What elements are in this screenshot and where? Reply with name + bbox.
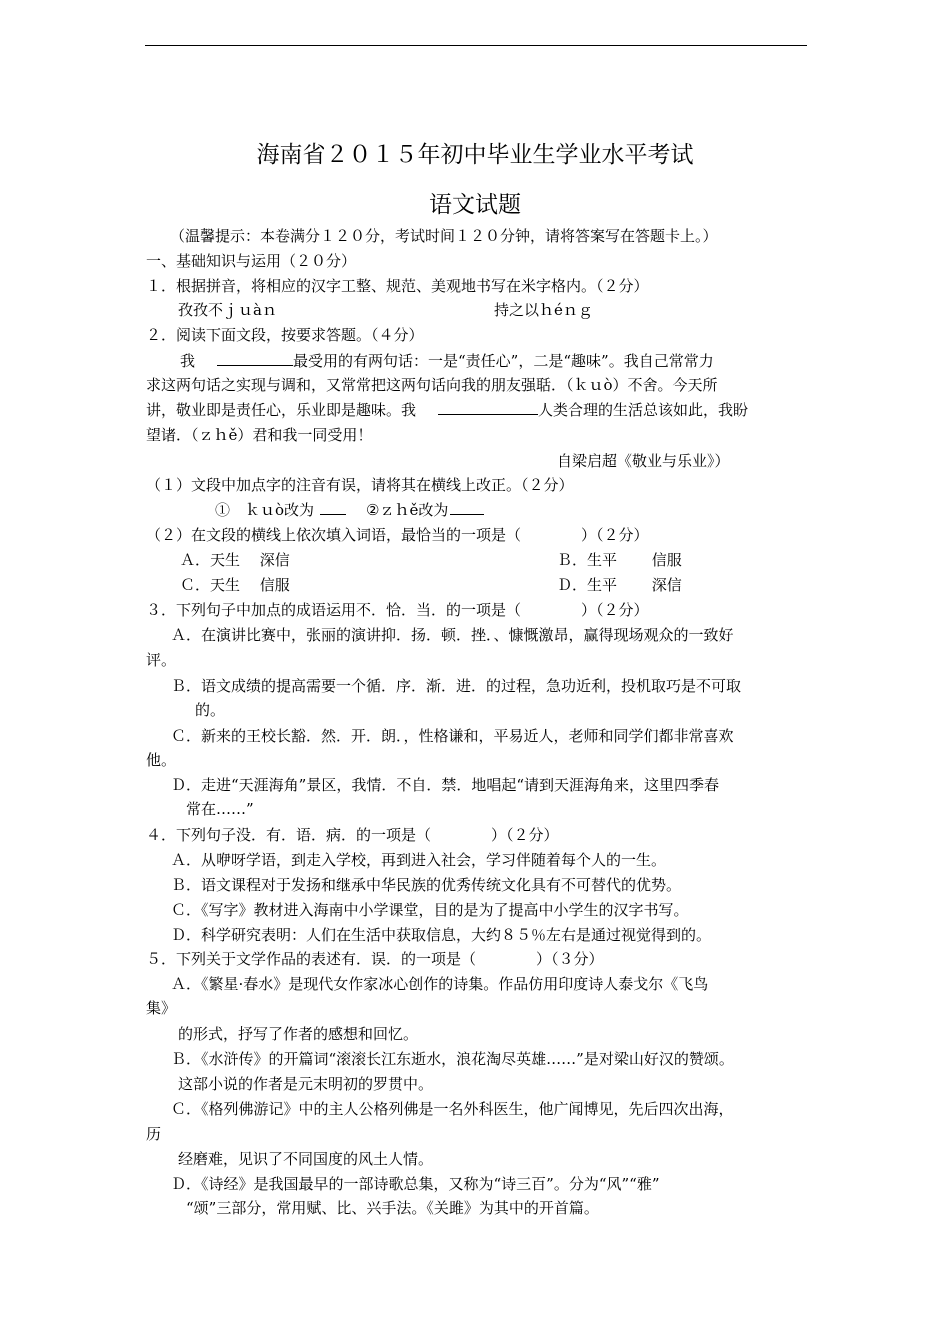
q2-passage-line1 xyxy=(180,351,714,371)
q2-sub1-b: ②ｚｈě改为 xyxy=(366,501,449,519)
q2-blank-2 xyxy=(438,400,538,415)
q2-sub2: （２）在文段的横线上依次填入词语，最恰当的一项是（ ）（２分） xyxy=(146,526,649,544)
q5-option-b-cont: 这部小说的作者是元末明初的罗贯中。 xyxy=(178,1075,434,1093)
q2-stem: ２．阅读下面文段，按要求答题。（４分） xyxy=(146,326,424,344)
q2-sub1-blank-a xyxy=(320,500,346,515)
exam-title: 海南省２０１５年初中毕业生学业水平考试 xyxy=(256,142,694,168)
q2-option-a: Ａ．天生 深信 xyxy=(180,551,290,569)
q4-stem: ４．下列句子没．有．语．病．的一项是（ ）（２分） xyxy=(146,826,559,844)
q2-source: 自梁启超《敬业与乐业》） xyxy=(557,452,730,470)
q2-passage-line2: 求这两句话之实现与调和，又常常把这两句话向我的朋友强聒．（ｋｕò）不舍。今天所 xyxy=(146,376,718,394)
q4-option-c: Ｃ．《写字》教材进入海南中小学课堂，目的是为了提高中小学生的汉字书写。 xyxy=(171,901,689,919)
q2-sub1-answers xyxy=(215,500,484,520)
q5-option-c-cont: 历 xyxy=(146,1125,162,1143)
q3-option-d-cont: 常在……” xyxy=(186,800,254,818)
q2-option-d: Ｄ．生平 深信 xyxy=(557,576,682,594)
exam-subtitle: 语文试题 xyxy=(429,192,521,218)
q3-stem: ３．下列句子中加点的成语运用不．恰．当．的一项是（ ）（２分） xyxy=(146,601,649,619)
q1-pinyin-left: 孜孜不ｊｕàｎ xyxy=(178,301,277,319)
q1-pinyin-right: 持之以ｈéｎｇ xyxy=(494,301,593,319)
exam-notice: （温馨提示：本卷满分１２０分，考试时间１２０分钟，请将答案写在答题卡上。） xyxy=(170,227,718,245)
q3-option-d: Ｄ．走进“天涯海角”景区，我情．不自．禁．地唱起“请到天涯海角来，这里四季春 xyxy=(171,776,720,794)
q4-option-d: Ｄ．科学研究表明：人们在生活中获取信息，大约８５％左右是通过视觉得到的。 xyxy=(171,926,712,944)
q2-sub1-blank-b xyxy=(450,500,484,515)
q2-passage-line4: 望诸．（ｚｈě）君和我一同受用！ xyxy=(146,426,373,444)
header-rule xyxy=(145,45,807,46)
q1-stem: １．根据拼音，将相应的汉字工整、规范、美观地书写在米字格内。（２分） xyxy=(146,277,649,295)
q3-option-c: Ｃ．新来的王校长豁．然．开．朗．，性格谦和，平易近人，老师和同学们都非常喜欢 xyxy=(171,727,734,745)
q5-option-c: Ｃ．《格列佛游记》中的主人公格列佛是一名外科医生，他广闻博见，先后四次出海， xyxy=(171,1100,734,1118)
q2-option-c: Ｃ．天生 信服 xyxy=(180,576,290,594)
q5-option-d: Ｄ．《诗经》是我国最早的一部诗歌总集，又称为“诗三百”。分为“风”“雅” xyxy=(171,1175,660,1193)
q3-option-b-cont: 的。 xyxy=(195,701,226,719)
q5-option-a-cont: 集》 xyxy=(146,999,177,1017)
q4-option-b: Ｂ．语文课程对于发扬和继承中华民族的优秀传统文化具有不可替代的优势。 xyxy=(171,876,682,894)
q2-sub1: （１）文段中加点字的注音有误，请将其在横线上改正。（２分） xyxy=(146,476,574,494)
q2-sub1-a: ① ｋｕò改为 xyxy=(215,501,315,519)
q2-passage-text: 人类合理的生活总该如此，我盼 xyxy=(538,401,749,419)
q5-option-d-cont: “颂”三部分，常用赋、比、兴手法。《关雎》为其中的开首篇。 xyxy=(186,1199,599,1217)
q5-option-c-cont2: 经磨难，见识了不同国度的风土人情。 xyxy=(178,1150,434,1168)
q5-stem: ５．下列关于文学作品的表述有．误．的一项是（ ）（３分） xyxy=(146,950,604,968)
q2-passage-line3 xyxy=(146,400,748,420)
q2-passage-text: 我 xyxy=(180,352,196,370)
q4-option-a: Ａ．从咿呀学语，到走入学校，再到进入社会，学习伴随着每个人的一生。 xyxy=(171,851,667,869)
q3-option-c-cont: 他。 xyxy=(146,751,177,769)
q5-option-b: Ｂ．《水浒传》的开篇词“滚滚长江东逝水，浪花淘尽英雄……”是对梁山好汉的赞颂。 xyxy=(171,1050,734,1068)
q2-option-b: Ｂ．生平 信服 xyxy=(557,551,682,569)
q2-blank-1 xyxy=(217,351,293,366)
q2-passage-text: 讲，敬业即是责任心，乐业即是趣味。我 xyxy=(146,401,417,419)
q5-option-a: Ａ．《繁星·春水》是现代女作家冰心创作的诗集。作品仿用印度诗人泰戈尔《飞鸟 xyxy=(171,975,709,993)
q2-passage-text: 最受用的有两句话：一是“责任心”，二是“趣味”。我自己常常力 xyxy=(293,352,714,370)
q5-option-a-cont2: 的形式，抒写了作者的感想和回忆。 xyxy=(178,1025,419,1043)
q3-option-a-cont: 评。 xyxy=(146,651,177,669)
q3-option-a: Ａ．在演讲比赛中，张丽的演讲抑．扬．顿．挫．、慷慨激昂，赢得现场观众的一致好 xyxy=(171,626,734,644)
q3-option-b: Ｂ．语文成绩的提高需要一个循．序．渐．进．的过程，急功近利，投机取巧是不可取 xyxy=(171,677,742,695)
section-heading: 一、基础知识与运用（２０分） xyxy=(146,252,357,270)
